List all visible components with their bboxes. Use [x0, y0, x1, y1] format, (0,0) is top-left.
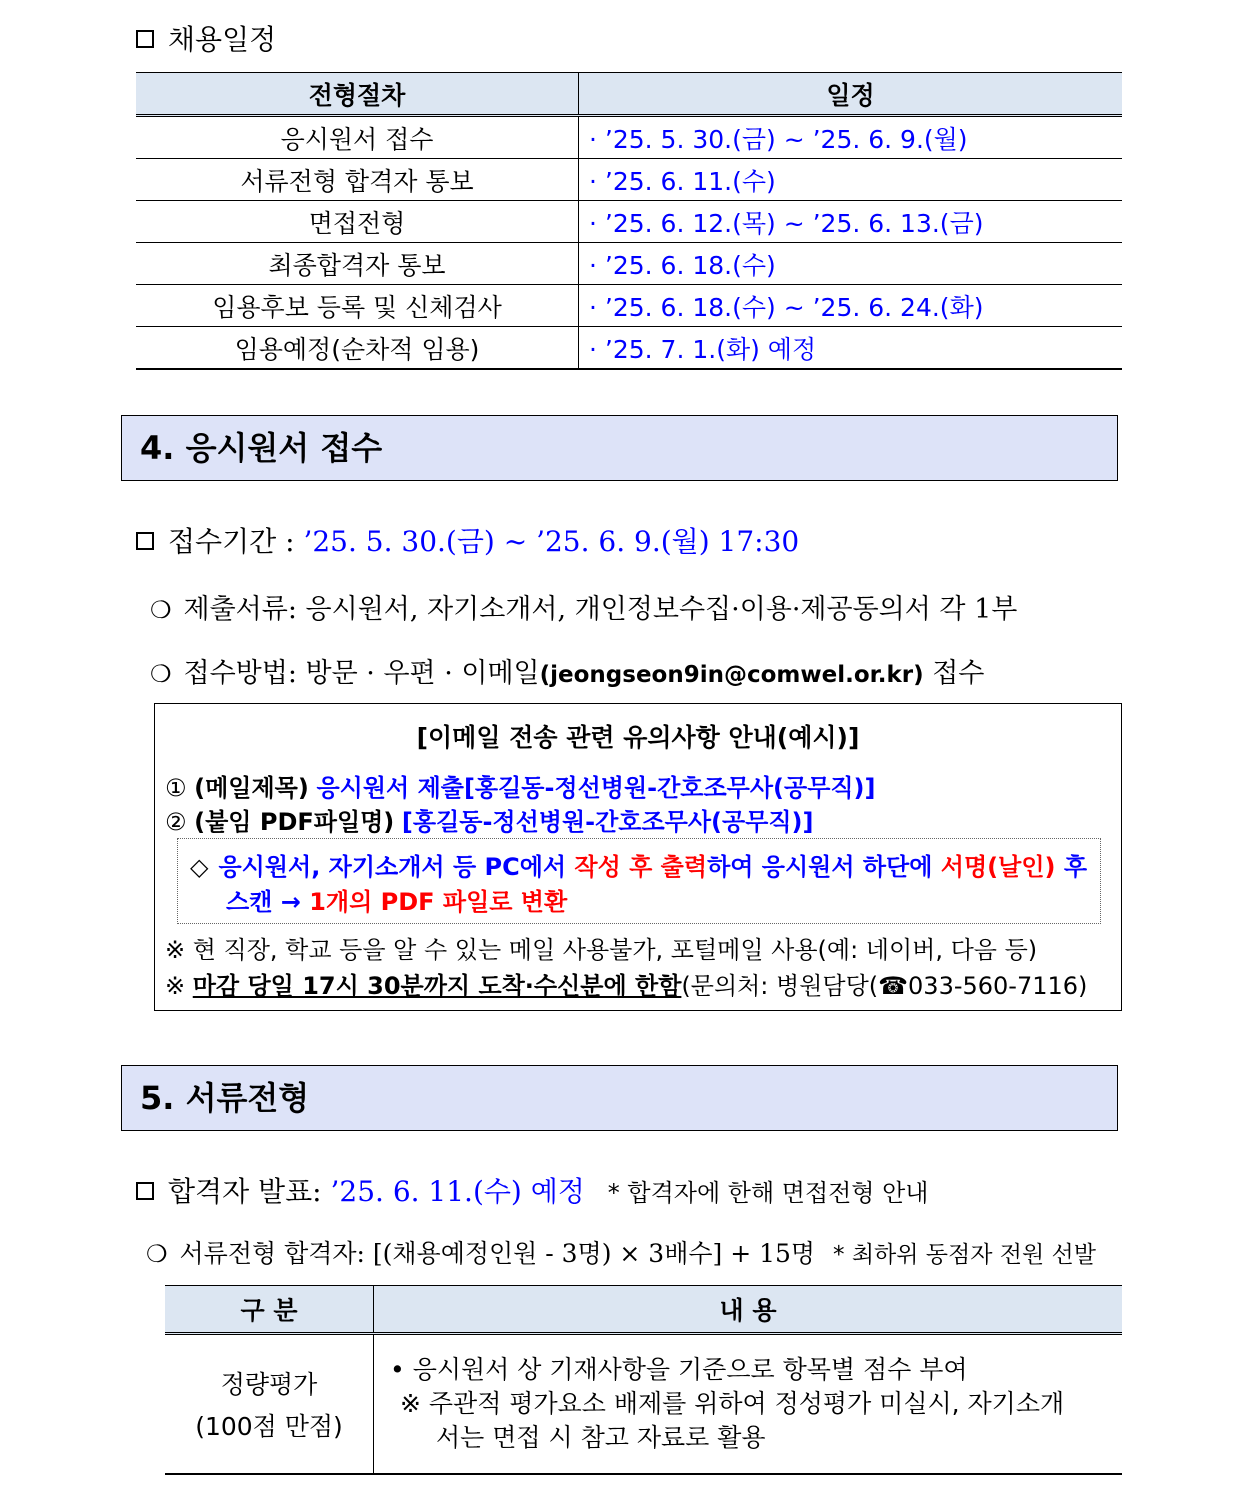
announce-label: 합격자 발표: [168, 1175, 322, 1208]
schedule-step: 응시원서 접수 [136, 116, 579, 159]
table-row [165, 1334, 1122, 1475]
instruction-text: 서명(날인) [940, 853, 1056, 881]
instruction-text: 1개의 PDF 파일로 변환 [309, 888, 568, 916]
pass-note: * 최하위 동점자 전원 선발 [833, 1242, 1096, 1268]
content-cell [374, 1334, 1123, 1475]
announce-line [136, 1170, 929, 1210]
item-number: ② [165, 808, 187, 836]
notice-note-1: ※ 현 직장, 학교 등을 알 수 있는 메일 사용불가, 포털메일 사용(예: 네이버, 다음 등) [165, 936, 1038, 964]
schedule-step: 임용예정(순차적 임용) [136, 327, 579, 370]
item-value: [홍길동-정선병원-간호조무사(공무직)] [401, 808, 814, 836]
phone-number: 033-560-7116) [908, 972, 1088, 1000]
checkbox-square-icon [136, 532, 154, 550]
contact-text: (문의처: 병원담당( [681, 972, 879, 1000]
announce-note: * 합격자에 한해 면접전형 안내 [607, 1179, 929, 1207]
period-line [136, 520, 799, 560]
period-label: 접수기간 : [168, 525, 295, 558]
section5-header: 5. 서류전형 [121, 1065, 1118, 1131]
instruction-text: 응시원서, 자기소개서 등 PC에서 [218, 853, 575, 881]
schedule-step: 면접전형 [136, 201, 579, 243]
method-label: 접수방법: [183, 658, 297, 689]
category-score: (100점 만점) [195, 1412, 343, 1441]
evaluation-table [165, 1285, 1122, 1475]
schedule-step: 최종합격자 통보 [136, 243, 579, 285]
note-mark: ※ [165, 972, 186, 1000]
table-row [136, 201, 1122, 243]
schedule-date: · ’25. 5. 30.(금) ~ ’25. 6. 9.(월) [579, 116, 1123, 159]
schedule-date: · ’25. 6. 18.(수) [579, 243, 1123, 285]
circle-bullet-icon: ❍ [146, 1240, 168, 1268]
section4-header: 4. 응시원서 접수 [121, 415, 1118, 481]
docs-value: 응시원서, 자기소개서, 개인정보수집·이용·제공동의서 각 1부 [305, 594, 1018, 625]
instruction-text: 작성 후 출력 [574, 853, 708, 881]
content-line: 서는 면접 시 참고 자료로 활용 [436, 1423, 766, 1452]
col-date-header: 일정 [579, 73, 1123, 116]
category-name: 정량평가 [220, 1370, 318, 1399]
schedule-date: · ’25. 6. 12.(목) ~ ’25. 6. 13.(금) [579, 201, 1123, 243]
checkbox-square-icon [136, 1182, 154, 1200]
content-line: • 응시원서 상 기재사항을 기준으로 항목별 점수 부여 [390, 1355, 968, 1384]
category-cell [165, 1334, 374, 1475]
table-row [136, 285, 1122, 327]
table-row [136, 159, 1122, 201]
instruction-text: 후 [1055, 853, 1088, 881]
pass-line [146, 1234, 1096, 1270]
instruction-line-1 [190, 847, 1087, 882]
instruction-line-2 [226, 882, 567, 917]
method-email: (jeongseon9in@comwel.or.kr) [539, 662, 924, 688]
table-row [136, 116, 1122, 159]
checkbox-square-icon [136, 30, 154, 48]
docs-label: 제출서류: [183, 594, 297, 625]
col-category-header: 구 분 [165, 1286, 374, 1334]
table-header-row [165, 1286, 1122, 1334]
schedule-heading: 채용일정 [136, 18, 276, 58]
notice-note-2 [165, 966, 1087, 1001]
notice-item-1 [165, 768, 876, 803]
schedule-table [136, 72, 1122, 370]
notice-item-2 [165, 802, 813, 837]
notice-title: [이메일 전송 관련 유의사항 안내(예시)] [416, 723, 860, 752]
docs-line [150, 587, 1017, 626]
method-tail: 접수 [932, 658, 985, 689]
pass-formula: [(채용예정인원 - 3명) × 3배수] + 15명 [372, 1239, 816, 1268]
deadline-text: 마감 당일 17시 30분까지 도착·수신분에 한함 [192, 972, 682, 1000]
circle-bullet-icon: ❍ [150, 660, 172, 688]
schedule-date: · ’25. 7. 1.(화) 예정 [579, 327, 1123, 370]
item-value: 응시원서 제출[홍길동-정선병원-간호조무사(공무직)] [316, 774, 876, 802]
table-row [136, 243, 1122, 285]
circle-bullet-icon: ❍ [150, 596, 172, 624]
method-value: 방문 · 우편 · 이메일 [305, 658, 540, 689]
table-header-row [136, 73, 1122, 116]
schedule-step: 임용후보 등록 및 신체검사 [136, 285, 579, 327]
schedule-date: · ’25. 6. 18.(수) ~ ’25. 6. 24.(화) [579, 285, 1123, 327]
period-value: ’25. 5. 30.(금) ~ ’25. 6. 9.(월) 17:30 [303, 525, 800, 558]
instruction-text: 스캔 → [226, 888, 310, 916]
item-label: (붙임 PDF파일명) [194, 808, 395, 836]
conversion-instruction-box [177, 838, 1101, 924]
instruction-text: 하여 응시원서 하단에 [707, 853, 941, 881]
diamond-icon: ◇ [190, 853, 209, 881]
method-line [150, 651, 984, 690]
schedule-date: · ’25. 6. 11.(수) [579, 159, 1123, 201]
email-notice-box [154, 703, 1122, 1011]
pass-label: 서류전형 합격자: [179, 1239, 365, 1268]
col-step-header: 전형절차 [136, 73, 579, 116]
phone-icon: ☎ [878, 972, 909, 1000]
item-label: (메일제목) [194, 774, 309, 802]
item-number: ① [165, 774, 187, 802]
table-row [136, 327, 1122, 370]
announce-value: ’25. 6. 11.(수) 예정 [330, 1175, 585, 1208]
schedule-step: 서류전형 합격자 통보 [136, 159, 579, 201]
content-line: ※ 주관적 평가요소 배제를 위하여 정성평가 미실시, 자기소개 [400, 1389, 1065, 1418]
col-content-header: 내 용 [374, 1286, 1123, 1334]
